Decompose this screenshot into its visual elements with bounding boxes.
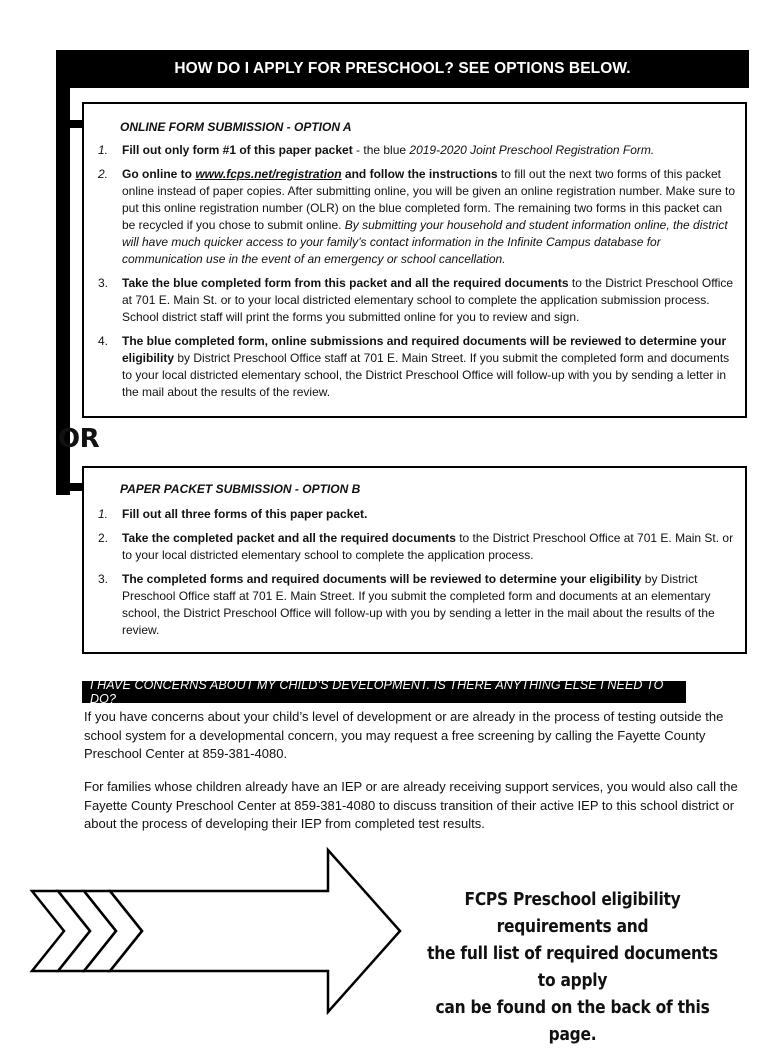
page-title: HOW DO I APPLY FOR PRESCHOOL? SEE OPTIONS BELOW.: [174, 60, 631, 77]
option-a-step-1: [98, 142, 737, 159]
chevron-icon: [32, 891, 90, 971]
step-number: 1.: [98, 507, 109, 521]
big-arrow-outline: [110, 850, 400, 1012]
step-number: 2.: [98, 531, 109, 545]
step-number: 1.: [98, 143, 109, 157]
footer-note-line-3: can be found on the back of this page.: [435, 997, 710, 1045]
step-text: by District Preschool Office staff at 701 E. Main Street. If you submit the completed form and documents to your local districted elementary school, the District Preschool Office will follow-up with you by sending a letter in the mail about the results of the review.: [122, 351, 730, 399]
step-bold: Fill out only form #1 of this paper packet: [122, 143, 353, 157]
concerns-heading-bar: [82, 678, 686, 706]
step-text: to the District Preschool Office at 701 E. Main St. or to your local districted elementary school to complete the application submission process. School district staff will print the forms you submitted online for you to review and sign.: [122, 276, 734, 324]
option-b-step-2: [98, 530, 737, 564]
footer-note-line-2: the full list of required documents to apply: [427, 943, 718, 991]
step-bold: Take the completed packet and all the required documents: [122, 531, 456, 545]
chevron-icon: [58, 891, 116, 971]
option-b-box: [82, 466, 747, 654]
option-b-step-3: [98, 571, 737, 639]
option-a-steps: [98, 142, 737, 408]
option-b-steps: [98, 506, 737, 646]
step-number: 4.: [98, 334, 109, 348]
step-number: 3.: [98, 572, 109, 586]
footer-note-line-1: FCPS Preschool eligibility requirements and: [464, 889, 681, 937]
step-bold: Take the blue completed form from this packet and all the required documents: [122, 276, 569, 290]
step-bold: The blue completed form, online submissions and required documents will be reviewed to determine your eligibility: [122, 334, 727, 365]
option-a-step-4: [98, 333, 737, 401]
step-number: 3.: [98, 276, 109, 290]
concerns-paragraph-1: If you have concerns about your child’s level of development or are already in the process of testing outside the school system for a developmental concern, you may request a free screening by calling the Fayette County Preschool Center at 859-381-4080.: [84, 709, 724, 761]
page-header-bar: [56, 50, 749, 88]
step-bold: The completed forms and required documents will be reviewed to determine your eligibility: [122, 572, 642, 586]
option-b-title: PAPER PACKET SUBMISSION - OPTION B: [120, 482, 361, 496]
step-text: - the blue: [352, 143, 410, 157]
step-bold: Go online to: [122, 167, 196, 181]
step-bold: Fill out all three forms of this paper packet.: [122, 507, 368, 521]
step-number: 2.: [98, 167, 109, 181]
step-bold: and follow the instructions: [341, 167, 498, 181]
option-b-step-1: [98, 506, 737, 523]
step-text: to fill out the next two forms of this packet online instead of paper copies. After submitting online, you will be given an online registration number. Make sure to put this online registration number (OLR) on the blue completed form. The remaining two forms in this packet can be recycled if you chose to submit online.: [122, 167, 736, 232]
step-text: by District Preschool Office staff at 701 E. Main Street. If you submit the completed form and documents at an elementary school, the District Preschool Office will follow-up with you by sending a letter in the mail about the results of the review.: [122, 572, 715, 637]
step-italic: 2019-2020 Joint Preschool Registration Form.: [409, 143, 655, 157]
option-a-box: [82, 102, 747, 418]
step-text: to the District Preschool Office at 701 E. Main St. or to your local districted elementary school to complete the application process.: [122, 531, 734, 562]
big-arrow-graphic: [28, 846, 448, 1016]
step-italic: By submitting your household and student information online, the district will have much quicker access to your family’s contact information in the Infinite Campus database for communication use in the event of an emergency or school cancellation.: [122, 218, 728, 266]
or-label: OR: [58, 424, 100, 454]
chevron-icon: [84, 891, 142, 971]
concerns-paragraph-2: For families whose children already have an IEP or are already receiving support services, you would also call the Fayette County Preschool Center at 859-381-4080 to discuss transition of their active IEP to this school district or about the process of developing their IEP from completed test results.: [84, 779, 738, 831]
registration-link[interactable]: www.fcps.net/registration: [195, 167, 342, 181]
concerns-heading: I HAVE CONCERNS ABOUT MY CHILD’S DEVELOPMENT. IS THERE ANYTHING ELSE I NEED TO DO?: [90, 678, 664, 706]
option-a-title: ONLINE FORM SUBMISSION - OPTION A: [120, 120, 352, 134]
option-a-step-3: [98, 275, 737, 326]
option-a-step-2: [98, 166, 737, 268]
